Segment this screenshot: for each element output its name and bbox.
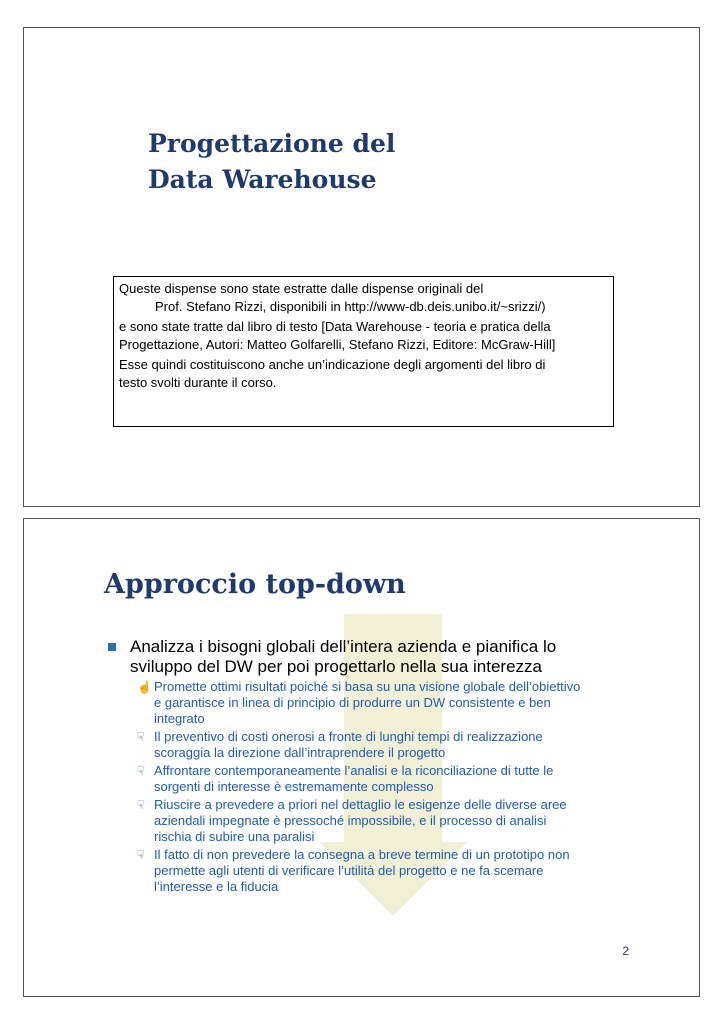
slide-1 — [23, 27, 700, 507]
sub-bullet-item — [137, 763, 687, 795]
sub-bullet-line: aziendali impegnate è pressoché impossibile, e il processo di analisi — [154, 813, 547, 828]
sub-bullet-item — [137, 729, 687, 761]
notice-line: Progettazione, Autori: Matteo Golfarelli, Stefano Rizzi, Editore: McGraw-Hill] — [119, 337, 556, 352]
main-bullet-line: sviluppo del DW per poi progettarlo nella sua interezza — [130, 657, 543, 676]
sub-bullet-item — [137, 797, 687, 845]
sub-bullet-line: integrato — [154, 711, 205, 726]
thumbs-down-icon: ☟ — [137, 764, 145, 778]
slide-1-title — [148, 126, 395, 198]
sub-bullet-line: Promette ottimi risultati poiché si basa su una visione globale dell’obiettivo — [154, 679, 581, 694]
sub-bullet-line: scoraggia la direzione dall’intraprendere il progetto — [154, 745, 446, 760]
title-line-2: Data Warehouse — [148, 165, 377, 194]
page-number: 2 — [622, 944, 629, 958]
notice-line-indent: Prof. Stefano Rizzi, disponibili in http://www-db.deis.unibo.it/~srizzi/) — [155, 299, 546, 314]
main-bullet — [108, 637, 688, 677]
sub-bullet-line: Il fatto di non prevedere la consegna a breve termine di un prototipo non — [154, 847, 570, 862]
notice-line: e sono state tratte dal libro di testo [Data Warehouse - teoria e pratica della — [119, 319, 551, 334]
main-bullet-text — [108, 637, 688, 677]
thumbs-down-icon: ☟ — [137, 848, 145, 862]
sub-bullet-line: permette agli utenti di verificare l’utilità del progetto e ne fa scemare — [154, 863, 544, 878]
sub-bullet-line: Riuscire a prevedere a priori nel dettaglio le esigenze delle diverse aree — [154, 797, 567, 812]
main-bullet-line: Analizza i bisogni globali dell’intera azienda e pianifica lo — [130, 637, 557, 656]
source-notice-box — [113, 276, 614, 427]
sub-bullet-item — [137, 679, 687, 727]
notice-line: testo svolti durante il corso. — [119, 375, 277, 390]
sub-bullet-line: sorgenti di interesse è estremamente complesso — [154, 779, 434, 794]
title-line-1: Progettazione del — [148, 129, 396, 158]
slide-2 — [23, 518, 700, 997]
sub-bullet-list — [137, 679, 687, 897]
notice-line: Esse quindi costituiscono anche un’indicazione degli argomenti del libro di — [119, 357, 546, 372]
sub-bullet-line: l’interesse e la fiducia — [154, 879, 279, 894]
sub-bullet-item — [137, 847, 687, 895]
slide-2-title: Approccio top-down — [104, 569, 406, 600]
thumbs-down-icon: ☟ — [137, 730, 145, 744]
sub-bullet-line: Il preventivo di costi onerosi a fronte di lunghi tempi di realizzazione — [154, 729, 543, 744]
sub-bullet-line: e garantisce in linea di principio di produrre un DW consistente e ben — [154, 695, 551, 710]
sub-bullet-line: Affrontare contemporaneamente l’analisi e la riconciliazione di tutte le — [154, 763, 554, 778]
notice-line: Queste dispense sono state estratte dalle dispense originali del — [119, 281, 484, 296]
sub-bullet-line: rischia di subire una paralisi — [154, 829, 315, 844]
thumbs-up-icon: ☝ — [137, 680, 152, 694]
thumbs-down-icon: ☟ — [137, 798, 145, 812]
square-bullet-icon — [108, 643, 116, 651]
